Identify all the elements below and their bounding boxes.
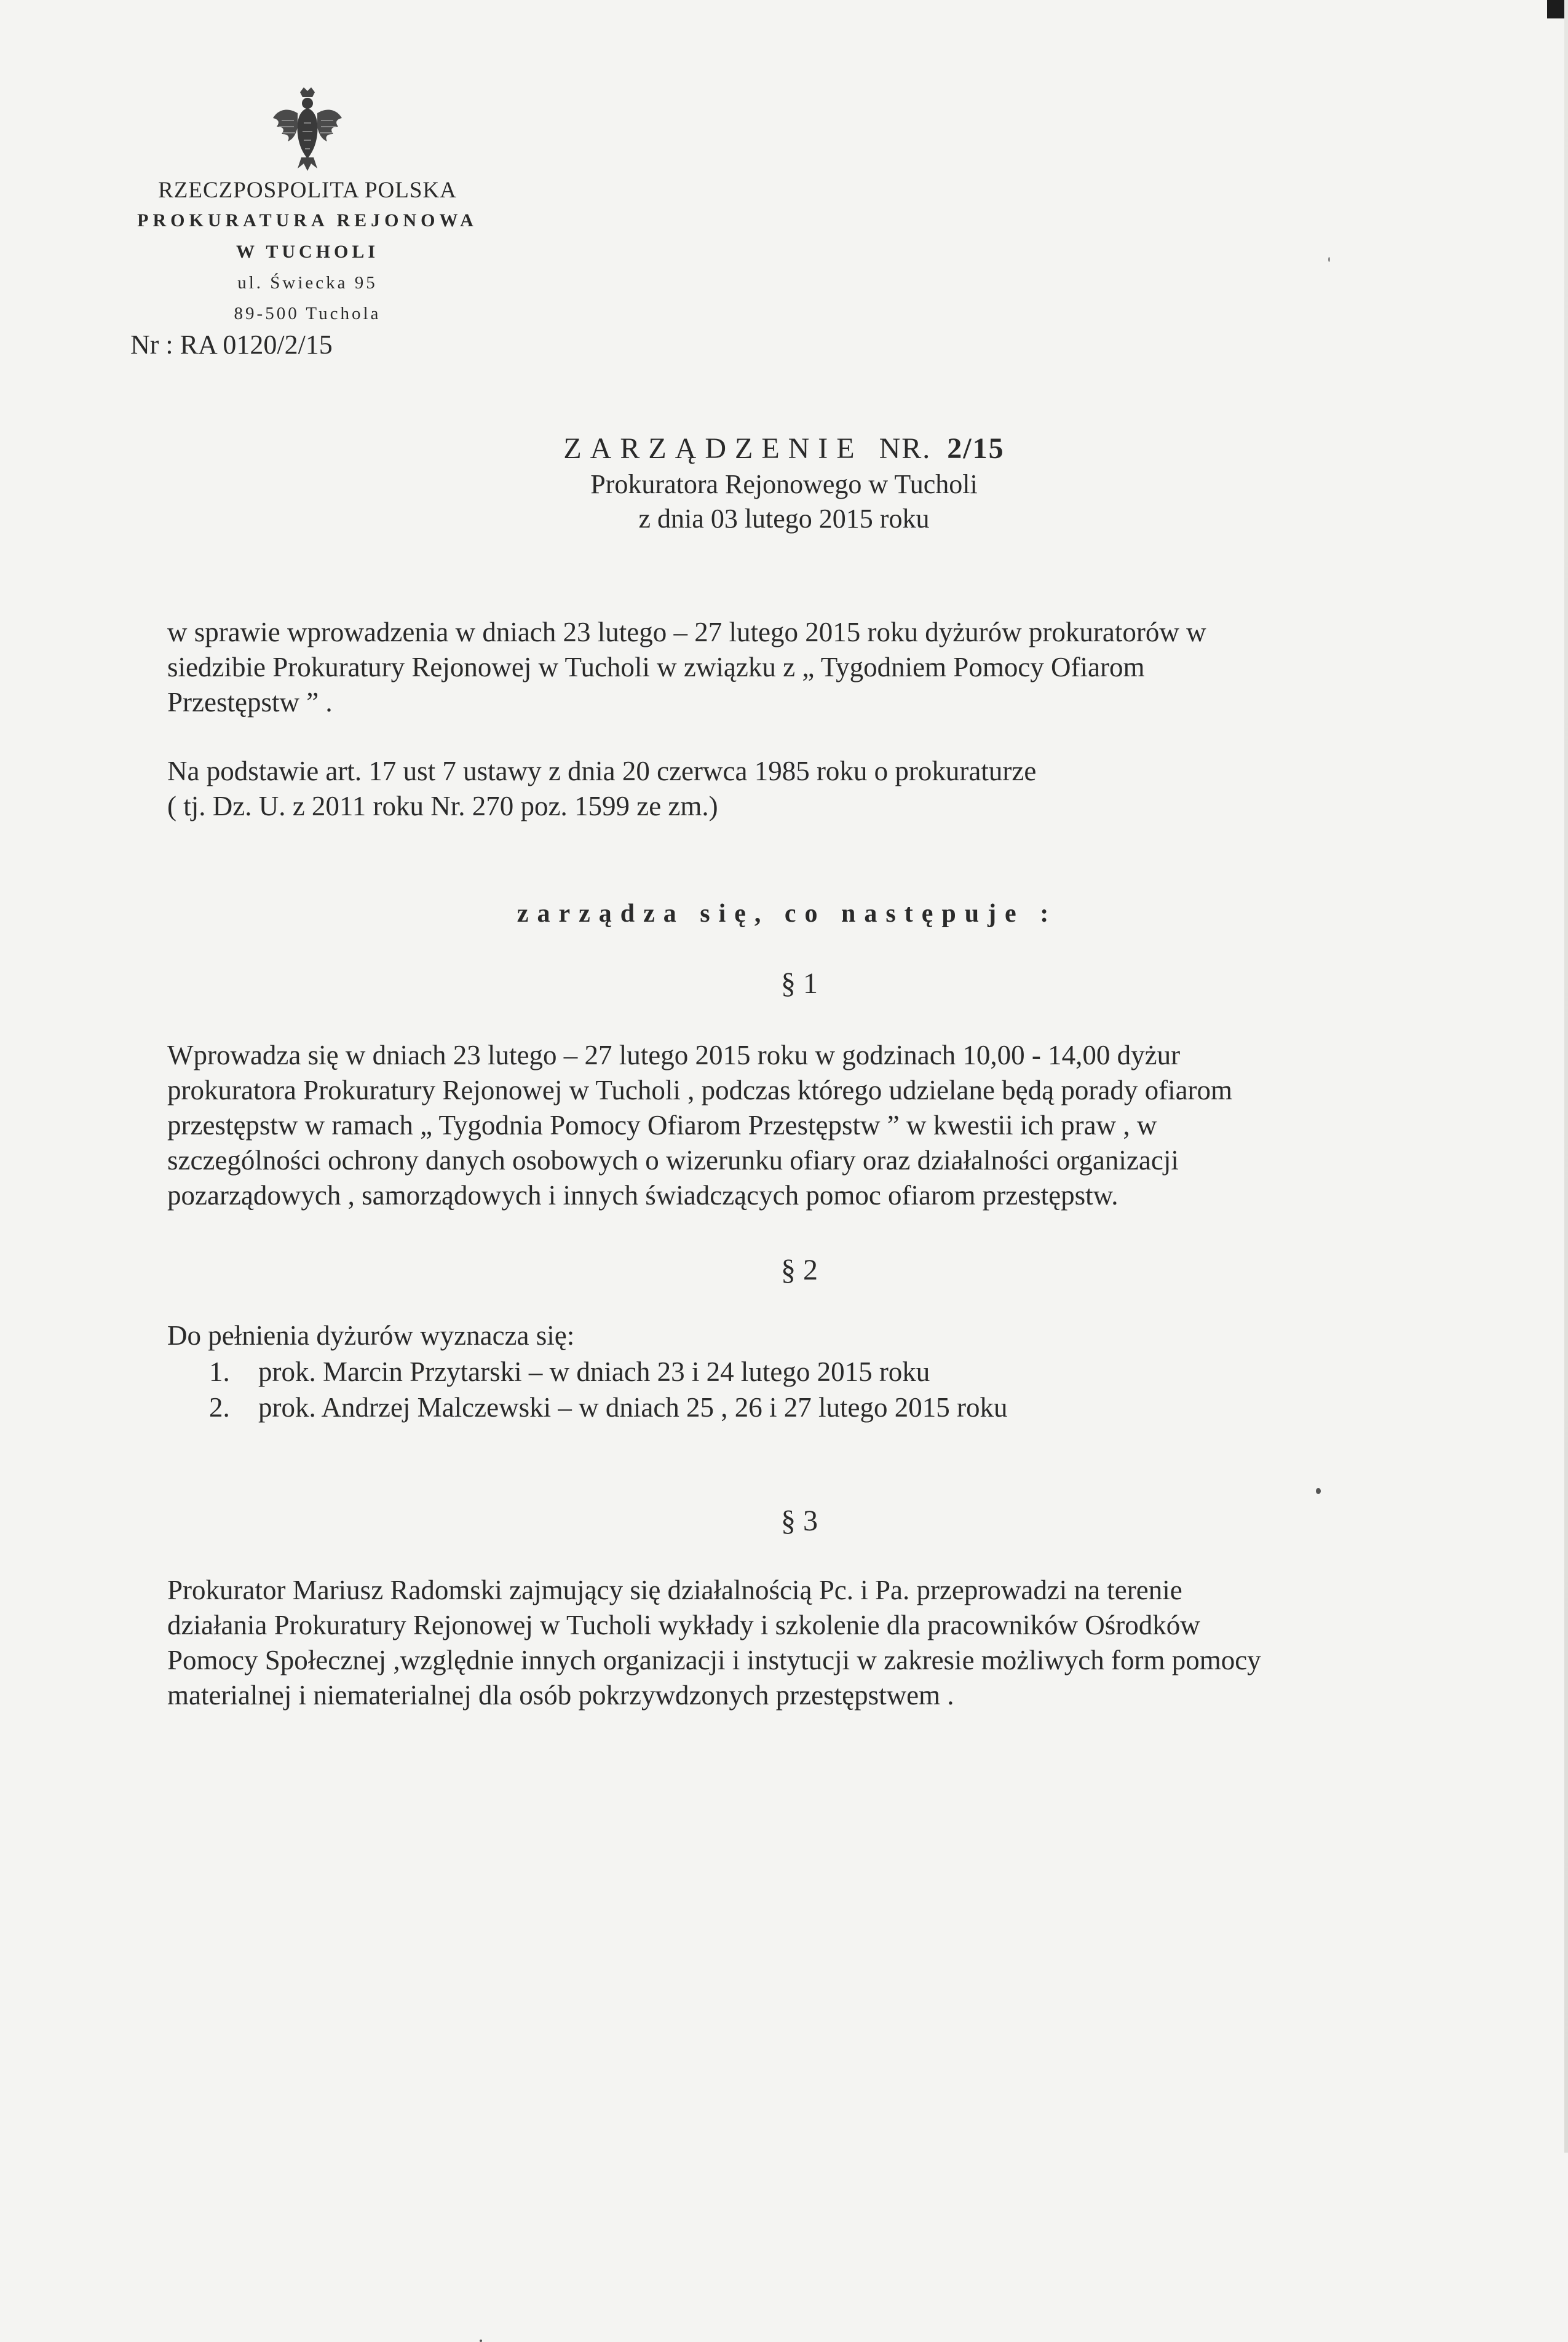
section-3-line: materialnej i niematerialnej dla osób pokrzywdzonych przestępstwem .	[167, 1680, 954, 1711]
section-3-label: § 3	[781, 1505, 818, 1537]
section-1-line: Wprowadza się w dniach 23 lutego – 27 lutego 2015 roku w godzinach 10,00 - 14,00 dyżur	[167, 1040, 1181, 1070]
scan-speck	[1316, 1488, 1321, 1494]
list-item	[209, 1354, 1008, 1390]
section-3-line: działania Prokuratury Rejonowej w Tucholi wykłady i szkolenie dla pracowników Ośrodków	[167, 1610, 1200, 1640]
scan-speck	[480, 2340, 482, 2342]
document-title	[430, 430, 1138, 467]
reference-number: Nr : RA 0120/2/15	[130, 330, 333, 360]
polish-eagle-icon	[269, 86, 346, 172]
section-1-label: § 1	[781, 967, 818, 1000]
scan-edge-line	[1564, 0, 1568, 2153]
legal-basis-line: ( tj. Dz. U. z 2011 roku Nr. 270 poz. 1599 ze zm.)	[167, 791, 718, 821]
title-word: ZARZĄDZENIE	[563, 432, 863, 465]
title-nr-label: NR.	[879, 432, 932, 465]
header-office: PROKURATURA REJONOWA	[137, 210, 478, 231]
section-3-line: Pomocy Społecznej ,względnie innych organizacji i instytucji w zakresie możliwych form pomocy	[167, 1645, 1261, 1675]
subject-line: Przestępstw ” .	[167, 687, 333, 718]
legal-basis-line: Na podstawie art. 17 ust 7 ustawy z dnia 20 czerwca 1985 roku o prokuraturze	[167, 756, 1037, 786]
subject-line: siedzibie Prokuratury Rejonowej w Tucholi w związku z „ Tygodniem Pomocy Ofiarom	[167, 652, 1145, 682]
scan-speck	[1328, 257, 1330, 262]
subject-paragraph	[167, 615, 1428, 720]
title-block	[430, 430, 1138, 536]
section-2-intro: Do pełnienia dyżurów wyznacza się:	[167, 1320, 575, 1351]
title-date: z dnia 03 lutego 2015 roku	[638, 504, 930, 534]
section-3-text	[167, 1573, 1428, 1713]
section-1-text	[167, 1038, 1428, 1213]
header-street: ul. Świecka 95	[237, 273, 378, 293]
section-1-line: pozarządowych , samorządowych i innych świadczących pomoc ofiarom przestępstw.	[167, 1180, 1119, 1211]
title-issuer: Prokuratora Rejonowego w Tucholi	[590, 469, 978, 499]
section-1-line: szczególności ochrony danych osobowych o wizerunku ofiary oraz działalności organizacji	[167, 1145, 1179, 1176]
ordering-clause: zarządza się, co następuje :	[517, 900, 1058, 928]
list-item-text: prok. Marcin Przytarski – w dniach 23 i 24 lutego 2015 roku	[258, 1356, 930, 1387]
section-1-line: przestępstw w ramach „ Tygodnia Pomocy Ofiarom Przestępstw ” w kwestii ich praw , w	[167, 1110, 1157, 1141]
list-item-text: prok. Andrzej Malczewski – w dniach 25 , 26 i 27 lutego 2015 roku	[258, 1392, 1008, 1423]
header-country: RZECZPOSPOLITA POLSKA	[158, 178, 457, 203]
list-item-number: 1.	[209, 1356, 230, 1387]
section-3-line: Prokurator Mariusz Radomski zajmujący się działalnością Pc. i Pa. przeprowadzi na terenie	[167, 1575, 1182, 1605]
section-2-label: § 2	[781, 1254, 818, 1286]
header-city: W TUCHOLI	[236, 242, 379, 262]
legal-basis-paragraph	[167, 754, 1428, 824]
header-postal: 89-500 Tuchola	[234, 304, 381, 323]
duty-list	[209, 1354, 1008, 1425]
section-1-line: prokuratora Prokuratury Rejonowej w Tucholi , podczas którego udzielane będą porady ofiarom	[167, 1075, 1233, 1106]
title-number: 2/15	[947, 432, 1005, 465]
list-item-number: 2.	[209, 1392, 230, 1423]
list-item	[209, 1390, 1008, 1425]
subject-line: w sprawie wprowadzenia w dniach 23 lutego – 27 lutego 2015 roku dyżurów prokuratorów w	[167, 617, 1206, 647]
